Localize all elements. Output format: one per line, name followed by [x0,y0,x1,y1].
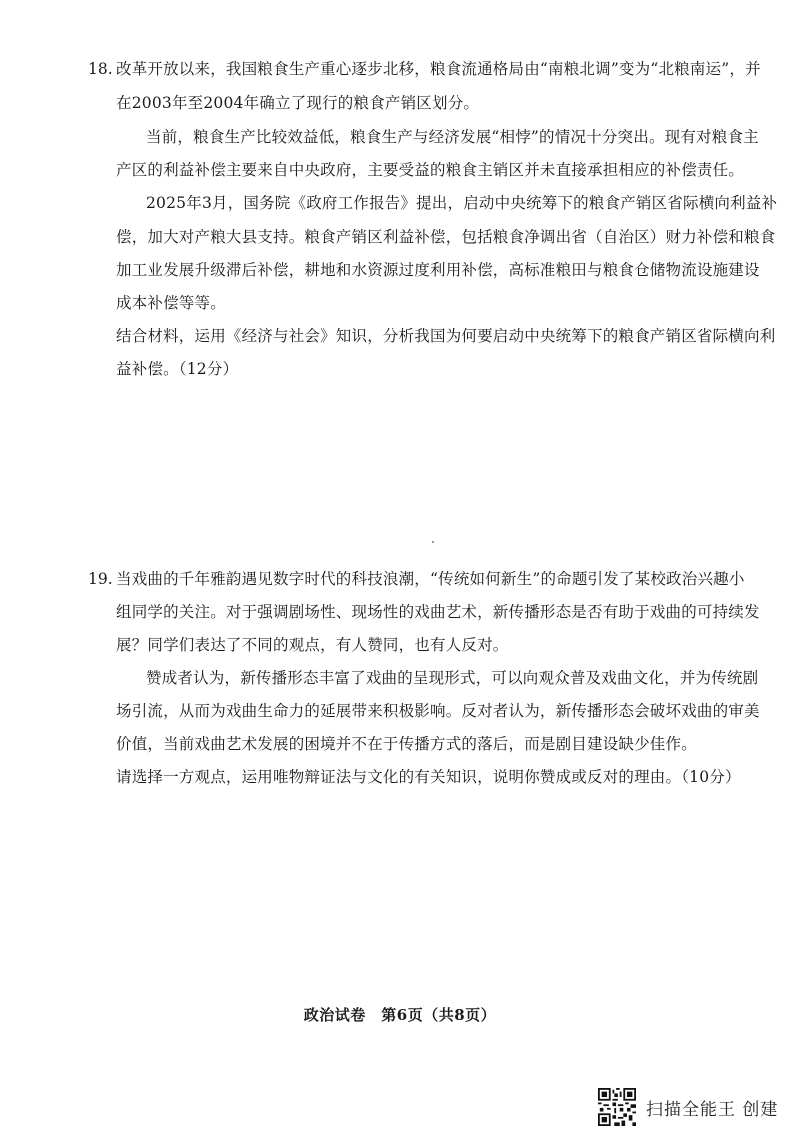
scan-speck [432,541,434,543]
text-line: 产区的利益补偿主要来自中央政府，主要受益的粮食主销区并未直接承担相应的补偿责任。 [116,161,745,179]
text-line: 改革开放以来，我国粮食生产重心逐步北移，粮食流通格局由“南粮北调”变为“北粮南运”，并 [116,60,761,78]
scanner-label: 扫描全能王 创建 [646,1099,779,1120]
prompt-line: 益补偿。（12分） [116,360,239,378]
text-line: 赞成者认为，新传播形态丰富了戏曲的呈现形式，可以向观众普及戏曲文化，并为传统剧 [146,669,759,687]
text-line: 价值，当前戏曲艺术发展的困境并不在于传播方式的落后，而是剧目建设缺少佳作。 [116,735,697,753]
page-footer: 政治试卷 第6页（共8页） [303,1006,497,1024]
text-line: 展？同学们表达了不同的观点，有人赞同，也有人反对。 [116,636,509,654]
text-line: 成本补偿等等。 [116,294,226,312]
question-number: 19. [88,570,113,588]
prompt-line: 请选择一方观点，运用唯物辩证法与文化的有关知识，说明你赞成或反对的理由。（10分） [116,768,741,786]
text-line: 2025年3月，国务院《政府工作报告》提出，启动中央统筹下的粮食产销区省际横向利益补 [146,194,778,212]
text-line: 组同学的关注。对于强调剧场性、现场性的戏曲艺术，新传播形态是否有助于戏曲的可持续发 [116,603,760,621]
text-line: 当戏曲的千年雅韵遇见数字时代的科技浪潮，“传统如何新生”的命题引发了某校政治兴趣小 [116,570,745,588]
qr-code-icon [598,1088,636,1126]
text-line: 在2003年至2004年确立了现行的粮食产销区划分。 [116,94,480,112]
question-number: 18. [88,60,113,78]
text-line: 加工业发展升级滞后补偿，耕地和水资源过度利用补偿，高标准粮田与粮食仓储物流设施建设 [116,261,760,279]
text-line: 偿，加大对产粮大县支持。粮食产销区利益补偿，包括粮食净调出省（自治区）财力补偿和粮食 [116,228,776,246]
prompt-line: 结合材料，运用《经济与社会》知识，分析我国为何要启动中央统筹下的粮食产销区省际横向利 [116,327,776,345]
text-line: 当前，粮食生产比较效益低，粮食生产与经济发展“相悖”的情况十分突出。现有对粮食主 [146,128,759,146]
text-line: 场引流，从而为戏曲生命力的延展带来积极影响。反对者认为，新传播形态会破坏戏曲的审美 [116,702,760,720]
scanner-watermark [598,1088,778,1126]
